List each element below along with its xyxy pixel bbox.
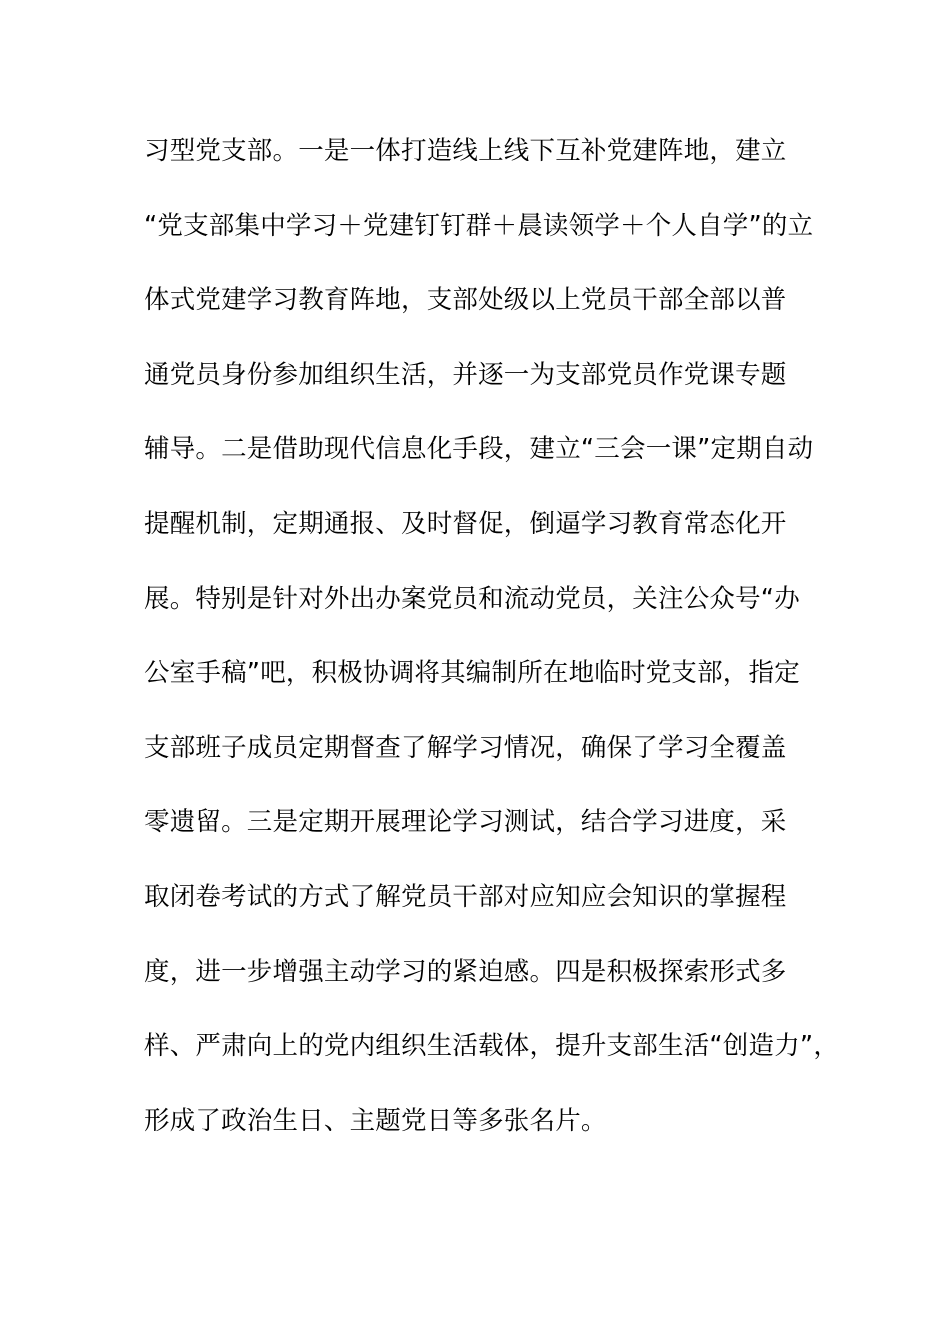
paragraph-line: 展。特别是针对外出办案党员和流动党员，关注公众号“办: [144, 583, 800, 614]
paragraph-line: 提醒机制，定期通报、及时督促，倒逼学习教育常态化开: [144, 508, 787, 539]
paragraph-line: 通党员身份参加组织生活，并逐一为支部党员作党课专题: [144, 359, 787, 390]
paragraph-line: 体式党建学习教育阵地，支部处级以上党员干部全部以普: [144, 285, 787, 316]
paragraph-line: 度，进一步增强主动学习的紧迫感。四是积极探索形式多: [144, 956, 787, 987]
body-paragraph: [144, 126, 844, 1170]
paragraph-line: “党支部集中学习＋党建钉钉群＋晨读领学＋个人自学”的立: [144, 210, 814, 241]
paragraph-line: 公室手稿”吧，积极协调将其编制所在地临时党支部，指定: [144, 658, 800, 689]
paragraph-line: 形成了政治生日、主题党日等多张名片。: [144, 1105, 607, 1136]
paragraph-line: 样、严肃向上的党内组织生活载体，提升支部生活“创造力”，: [144, 1031, 840, 1062]
paragraph-line: 习型党支部。一是一体打造线上线下互补党建阵地，建立: [144, 136, 787, 166]
paragraph-line: 取闭卷考试的方式了解党员干部对应知应会知识的掌握程: [144, 881, 787, 912]
paragraph-line: 辅导。二是借助现代信息化手段，建立“三会一课”定期自动: [144, 434, 814, 465]
paragraph-line: 支部班子成员定期督查了解学习情况，确保了学习全覆盖: [144, 732, 787, 763]
paragraph-line: 零遗留。三是定期开展理论学习测试，结合学习进度，采: [144, 807, 787, 838]
